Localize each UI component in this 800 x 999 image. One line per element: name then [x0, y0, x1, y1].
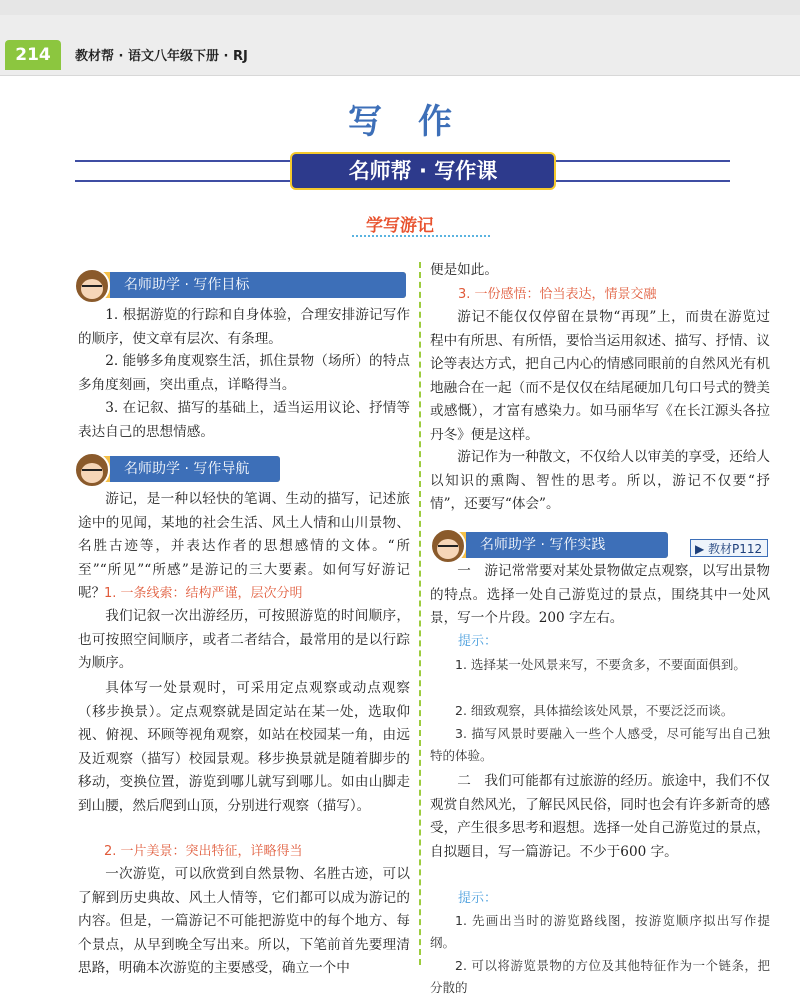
- section-bar-goals: [80, 272, 406, 298]
- teacher-avatar-icon: [74, 268, 110, 304]
- goal-item: 3. 在记叙、描写的基础上，适当运用议论、抒情等表达自己的思想情感。: [78, 400, 410, 440]
- hint-item: 3. 描写风景时要融入一些个人感受，尽可能写出自己独特的体验。: [430, 726, 770, 763]
- body-paragraph: 具体写一处景观时，可采用定点观察或动点观察（移步换景）。定点观察就是固定站在某一处，选取仰视、俯视、环顾等视角观察，如站在校园某一角，由远及近观察（描写）校园景观。移步换景就是随着脚步的移动，变换位置，游览到哪儿就写到哪儿。如由山脚走到山腰，然后爬到山顶，分别进行观察（描写）。: [78, 680, 410, 814]
- hint-item: 2. 细致观察，具体描绘该处风景，不要泛泛而谈。: [455, 703, 734, 718]
- teacher-avatar-icon: [430, 528, 466, 564]
- hint-item: 1. 选择某一处风景来写，不要贪多，不要面面俱到。: [455, 657, 746, 672]
- point-heading: 1. 一条线索：结构严谨，层次分明: [104, 586, 303, 601]
- body-paragraph: 一次游览，可以欣赏到自然景物、名胜古迹，可以了解到历史典故、风土人情等，它们都可以成为游记的内容。但是，一篇游记不可能把游览中的每个地方、每个景点，从早到晚全写出来。所以，下笔前首先要理清思路，明确本次游览的主要感受，确立一个中: [78, 866, 410, 976]
- point-heading: 3. 一份感悟：恰当表达，情景交融: [458, 287, 657, 302]
- task-paragraph: 二 我们可能都有过旅游的经历。旅途中，我们不仅观赏自然风光，了解民风民俗，同时也会有许多新奇的感受，产生很多思考和遐想。选择一处自己游览过的景点，自拟题目，写一篇游记。不少于600 字。: [430, 773, 770, 860]
- hint-label: 提示：: [458, 634, 498, 649]
- body-paragraph: 游记不能仅仅停留在景物“再现”上，而贵在游览过程中有所思、有所悟，要恰当运用叙述、描写、抒情、议论等表达方式，把自己内心的情感同眼前的自然风光有机地融合在一起（而不是仅仅在结尾硬加几句口号式的赞美或感慨），才富有感染力。如马丽华写《在长江源头各拉丹冬》便是这样。: [430, 309, 770, 443]
- page-top-strip: [0, 0, 800, 15]
- body-paragraph: 游记作为一种散文，不仅给人以审美的享受，还给人以知识的熏陶、智性的思考。所以，游记不仅要“抒情”，还要写“体会”。: [430, 449, 770, 512]
- goal-item: 2. 能够多角度观察生活，抓住景物（场所）的特点多角度刻画，突出重点，详略得当。: [78, 353, 410, 393]
- page-title: 写作: [348, 102, 488, 142]
- textbook-page-ref: ▶ 教材P112: [690, 539, 768, 557]
- section-bar-practice: [436, 532, 668, 558]
- running-title: 教材帮 · 语文八年级下册 · RJ: [75, 49, 248, 64]
- section-title-nav: 名师助学 · 写作导航: [110, 456, 280, 482]
- subtitle-underline: [352, 235, 490, 237]
- intro-paragraph: 游记，是一种以轻快的笔调、生动的描写，记述旅途中的见闻，某地的社会生活、风土人情和山川景物、名胜古迹等，并表达作者的思想感情的文体。“所至”“所见”“所感”是游记的三大要素。如何写好游记呢？: [78, 491, 410, 601]
- section-banner: 名师帮 · 写作课: [290, 152, 556, 190]
- page-number: 214: [5, 40, 61, 70]
- lesson-subtitle: 学写游记: [366, 216, 434, 236]
- point-heading: 2. 一片美景：突出特征，详略得当: [104, 844, 303, 859]
- hint-label: 提示：: [458, 891, 498, 906]
- hint-item: 1. 先画出当时的游览路线图，按游览顺序拟出写作提纲。: [430, 913, 770, 950]
- goal-item: 1. 根据游览的行踪和自身体验，合理安排游记写作的顺序，使文章有层次、有条理。: [78, 307, 410, 347]
- teacher-avatar-icon: [74, 452, 110, 488]
- section-title-practice: 名师助学 · 写作实践: [466, 532, 668, 558]
- task-paragraph: 一 游记常常要对某处景物做定点观察，以写出景物的特点。选择一处自己游览过的景点，围绕其中一处风景，写一个片段。200 字左右。: [430, 563, 770, 626]
- continued-text: 便是如此。: [430, 262, 498, 278]
- body-paragraph: 我们记叙一次出游经历，可按照游览的时间顺序，也可按照空间顺序，或者二者结合，最常用的是以行踪为顺序。: [78, 608, 410, 671]
- column-divider: [419, 262, 421, 965]
- hint-item: 2. 可以将游览景物的方位及其他特征作为一个链条，把分散的: [430, 958, 770, 995]
- section-bar-nav: [80, 456, 280, 482]
- section-title-goals: 名师助学 · 写作目标: [110, 272, 406, 298]
